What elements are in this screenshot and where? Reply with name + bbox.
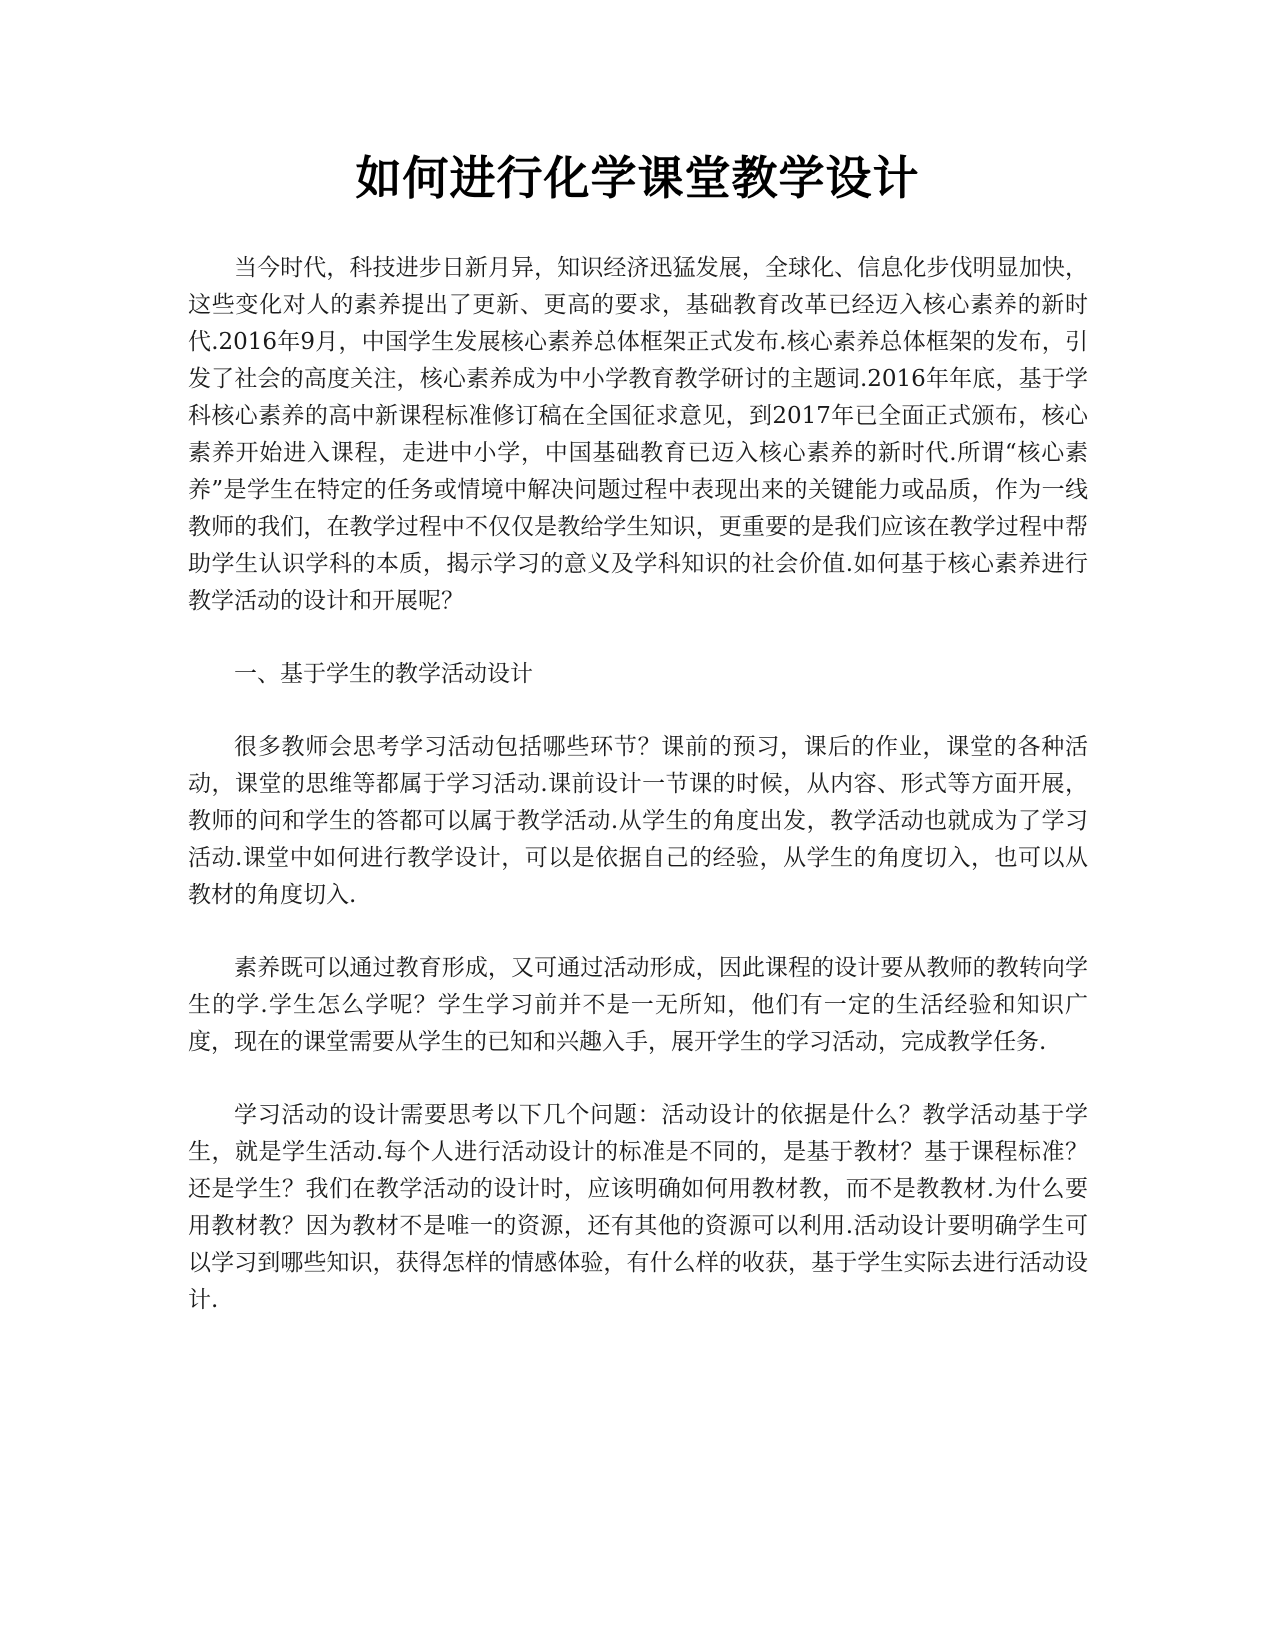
- section-heading: 一、基于学生的教学活动设计: [234, 661, 533, 687]
- paragraph-intro: 当今时代，科技进步日新月异，知识经济迅猛发展，全球化、信息化步伐明显加快，这些变化对人的素养提出了更新、更高的要求，基础教育改革已经迈入核心素养的新时代.2016年9月，中国学生发展核心素养总体框架正式发布.核心素养总体框架的发布，引发了社会的高度关注，核心素养成为中小学教育教学研讨的主题词.2016年年底，基于学科核心素养的高中新课程标准修订稿在全国征求意见，到2017年已全面正式颁布，核心素养开始进入课程，走进中小学，中国基础教育已迈入核心素养的新时代.所谓“核心素养”是学生在特定的任务或情境中解决问题过程中表现出来的关键能力或品质，作为一线教师的我们，在教学过程中不仅仅是教给学生知识，更重要的是我们应该在教学过程中帮助学生认识学科的本质，揭示学习的意义及学科知识的社会价值.如何基于核心素养进行教学活动的设计和开展呢？: [188, 255, 1088, 614]
- paragraph-learning-activities: 很多教师会思考学习活动包括哪些环节？课前的预习，课后的作业，课堂的各种活动，课堂的思维等都属于学习活动.课前设计一节课的时候，从内容、形式等方面开展，教师的问和学生的答都可以属于教学活动.从学生的角度出发，教学活动也就成为了学习活动.课堂中如何进行教学设计，可以是依据自己的经验，从学生的角度切入，也可以从教材的角度切入.: [188, 734, 1088, 908]
- document-title: 如何进行化学课堂教学设计: [355, 151, 920, 205]
- paragraph-literacy-formation: 素养既可以通过教育形成，又可通过活动形成，因此课程的设计要从教师的教转向学生的学.学生怎么学呢？学生学习前并不是一无所知，他们有一定的生活经验和知识广度，现在的课堂需要从学生的已知和兴趣入手，展开学生的学习活动，完成教学任务.: [188, 955, 1088, 1055]
- document-body: [188, 250, 1088, 1355]
- paragraph-activity-design-questions: 学习活动的设计需要思考以下几个问题：活动设计的依据是什么？教学活动基于学生，就是学生活动.每个人进行活动设计的标准是不同的，是基于教材？基于课程标准？还是学生？我们在教学活动的设计时，应该明确如何用教材教，而不是教教材.为什么要用教材教？因为教材不是唯一的资源，还有其他的资源可以利用.活动设计要明确学生可以学习到哪些知识，获得怎样的情感体验，有什么样的收获，基于学生实际去进行活动设计.: [188, 1102, 1088, 1313]
